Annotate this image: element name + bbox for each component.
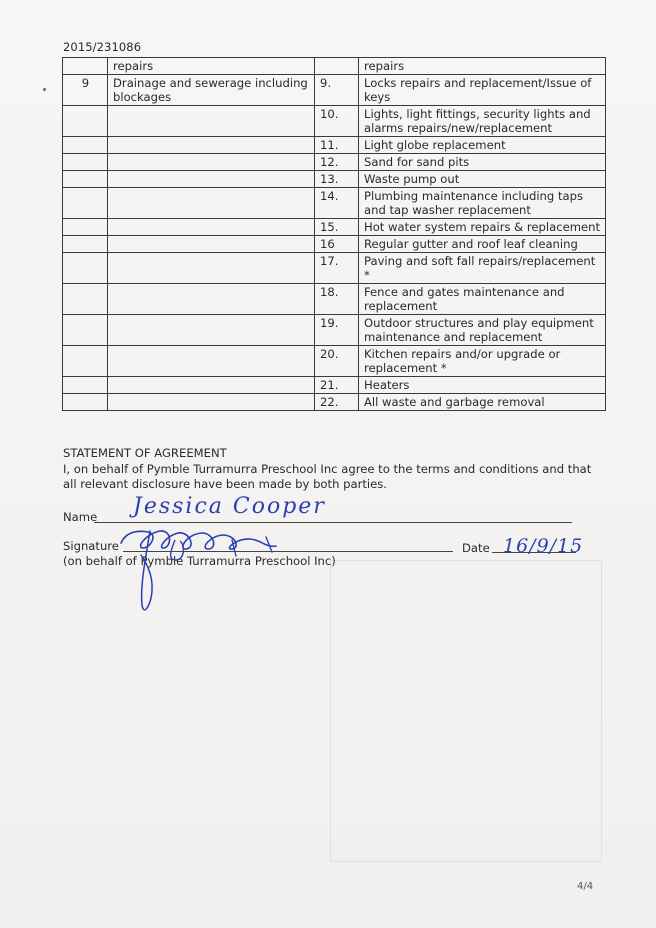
row-number-left bbox=[63, 188, 108, 219]
maintenance-table bbox=[62, 57, 606, 411]
row-item-left bbox=[108, 171, 315, 188]
table-row bbox=[63, 219, 606, 236]
date-label: Date bbox=[462, 541, 490, 555]
on-behalf-note: (on behalf of Pymble Turramurra Preschool Inc) bbox=[63, 554, 336, 568]
row-number-right: 15. bbox=[315, 219, 359, 236]
row-item-right: Kitchen repairs and/or upgrade or replacement * bbox=[359, 346, 606, 377]
handwritten-date: 16/9/15 bbox=[503, 535, 584, 557]
row-number-left bbox=[63, 346, 108, 377]
row-number-left bbox=[63, 236, 108, 253]
table-row bbox=[63, 188, 606, 219]
table-row bbox=[63, 58, 606, 75]
agreement-body: I, on behalf of Pymble Turramurra Preschool Inc agree to the terms and conditions and that all relevant disclosure have been made by both parties. bbox=[63, 462, 592, 491]
row-number-right: 12. bbox=[315, 154, 359, 171]
row-number-right: 16 bbox=[315, 236, 359, 253]
table-row bbox=[63, 171, 606, 188]
scan-mark bbox=[43, 88, 46, 91]
table-row bbox=[63, 106, 606, 137]
row-item-left bbox=[108, 137, 315, 154]
table-row bbox=[63, 137, 606, 154]
row-number-right: 13. bbox=[315, 171, 359, 188]
row-item-right: Heaters bbox=[359, 377, 606, 394]
row-number-right: 9. bbox=[315, 75, 359, 106]
table-row bbox=[63, 154, 606, 171]
row-item-left bbox=[108, 154, 315, 171]
row-item-right: repairs bbox=[359, 58, 606, 75]
row-item-right: Plumbing maintenance including taps and tap washer replacement bbox=[359, 188, 606, 219]
row-number-left bbox=[63, 394, 108, 411]
row-number-left: 9 bbox=[63, 75, 108, 106]
row-number-right: 11. bbox=[315, 137, 359, 154]
row-number-right: 20. bbox=[315, 346, 359, 377]
name-line bbox=[94, 522, 572, 523]
row-item-left bbox=[108, 219, 315, 236]
row-item-right: Waste pump out bbox=[359, 171, 606, 188]
row-item-right: Light globe replacement bbox=[359, 137, 606, 154]
row-number-left bbox=[63, 154, 108, 171]
row-item-left bbox=[108, 188, 315, 219]
row-item-right: Outdoor structures and play equipment maintenance and replacement bbox=[359, 315, 606, 346]
table-row bbox=[63, 346, 606, 377]
row-number-right: 22. bbox=[315, 394, 359, 411]
handwritten-name: Jessica Cooper bbox=[133, 494, 326, 519]
bleed-through-shadow bbox=[330, 560, 602, 862]
row-item-left: repairs bbox=[108, 58, 315, 75]
row-item-left bbox=[108, 377, 315, 394]
table-row bbox=[63, 236, 606, 253]
row-item-left bbox=[108, 236, 315, 253]
table-row bbox=[63, 394, 606, 411]
row-item-right: Paving and soft fall repairs/replacement * bbox=[359, 253, 606, 284]
table-row bbox=[63, 253, 606, 284]
row-number-left bbox=[63, 284, 108, 315]
table-row bbox=[63, 377, 606, 394]
agreement-heading: STATEMENT OF AGREEMENT bbox=[63, 446, 227, 460]
row-item-left: Drainage and sewerage including blockages bbox=[108, 75, 315, 106]
signature-line bbox=[123, 551, 453, 552]
row-item-left bbox=[108, 106, 315, 137]
row-number-right: 18. bbox=[315, 284, 359, 315]
row-number-left bbox=[63, 106, 108, 137]
row-number-right: 10. bbox=[315, 106, 359, 137]
row-item-right: Regular gutter and roof leaf cleaning bbox=[359, 236, 606, 253]
table-row bbox=[63, 284, 606, 315]
table-row bbox=[63, 315, 606, 346]
table-row bbox=[63, 75, 606, 106]
statement-of-agreement bbox=[63, 446, 608, 492]
row-number-left bbox=[63, 253, 108, 284]
row-number-left bbox=[63, 137, 108, 154]
row-number-left bbox=[63, 315, 108, 346]
signature-label: Signature bbox=[63, 539, 119, 553]
row-item-right: Lights, light fittings, security lights and alarms repairs/new/replacement bbox=[359, 106, 606, 137]
row-item-left bbox=[108, 315, 315, 346]
row-number-left bbox=[63, 58, 108, 75]
row-item-left bbox=[108, 346, 315, 377]
page-number: 4/4 bbox=[577, 881, 594, 892]
row-number-right: 17. bbox=[315, 253, 359, 284]
row-number-left bbox=[63, 219, 108, 236]
row-number-left bbox=[63, 171, 108, 188]
row-number-right bbox=[315, 58, 359, 75]
row-item-left bbox=[108, 394, 315, 411]
row-item-right: Sand for sand pits bbox=[359, 154, 606, 171]
row-number-right: 21. bbox=[315, 377, 359, 394]
maintenance-table-body bbox=[63, 58, 606, 411]
row-item-left bbox=[108, 284, 315, 315]
row-item-right: Locks repairs and replacement/Issue of keys bbox=[359, 75, 606, 106]
document-reference: 2015/231086 bbox=[63, 40, 142, 54]
name-label: Name bbox=[63, 510, 98, 524]
row-item-right: Fence and gates maintenance and replacement bbox=[359, 284, 606, 315]
row-number-right: 14. bbox=[315, 188, 359, 219]
row-item-right: Hot water system repairs & replacement bbox=[359, 219, 606, 236]
row-item-right: All waste and garbage removal bbox=[359, 394, 606, 411]
row-number-left bbox=[63, 377, 108, 394]
row-item-left bbox=[108, 253, 315, 284]
row-number-right: 19. bbox=[315, 315, 359, 346]
